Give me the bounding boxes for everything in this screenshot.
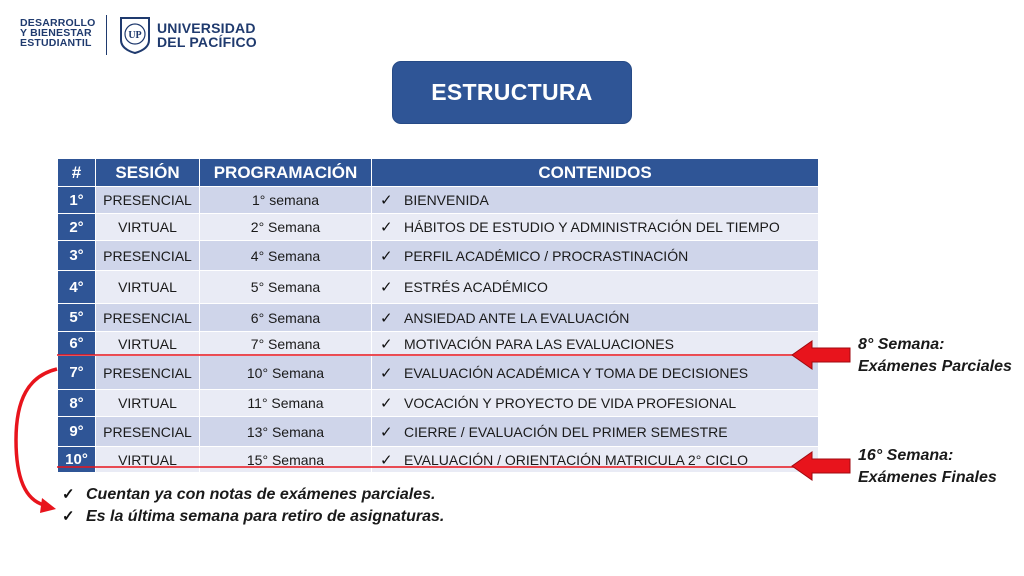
column-header-number: # xyxy=(58,159,96,187)
row-schedule: 11° Semana xyxy=(200,390,372,417)
university-seal-icon xyxy=(119,16,151,54)
checkmark-icon: ✓ xyxy=(380,309,393,327)
checkmark-icon: ✓ xyxy=(380,247,393,265)
row-content xyxy=(372,332,819,356)
row-session: VIRTUAL xyxy=(96,447,200,473)
row-schedule: 7° Semana xyxy=(200,332,372,356)
midterm-note-line1: 8° Semana: xyxy=(858,336,945,353)
row-session: PRESENCIAL xyxy=(96,356,200,390)
checkmark-icon: ✓ xyxy=(380,279,393,296)
bullet-list xyxy=(62,484,444,528)
row-schedule: 1° semana xyxy=(200,187,372,214)
row-number: 2° xyxy=(58,214,96,241)
logo-line: Y BIENESTAR xyxy=(20,27,92,39)
midterm-note-line2: Exámenes Parciales xyxy=(858,358,1012,375)
bullet-text: Es la última semana para retiro de asignaturas. xyxy=(86,508,445,525)
row-number: 10° xyxy=(58,447,96,473)
final-note-line1: 16° Semana: xyxy=(858,447,954,464)
table-row xyxy=(58,271,819,304)
table-header-row xyxy=(58,159,819,187)
row-content xyxy=(372,417,819,447)
universidad-logo xyxy=(157,21,257,49)
row-session: VIRTUAL xyxy=(96,332,200,356)
row-number: 3° xyxy=(58,241,96,271)
row-content-text: EVALUACIÓN / ORIENTACIÓN MATRICULA 2° CICLO xyxy=(404,451,748,468)
row-content xyxy=(372,304,819,332)
logo-line: UNIVERSIDAD xyxy=(157,20,256,36)
row-number: 1° xyxy=(58,187,96,214)
row-content-text: ANSIEDAD ANTE LA EVALUACIÓN xyxy=(404,309,630,326)
row-content-text: VOCACIÓN Y PROYECTO DE VIDA PROFESIONAL xyxy=(404,395,737,411)
row-content xyxy=(372,271,819,304)
row-session: VIRTUAL xyxy=(96,390,200,417)
checkmark-icon: ✓ xyxy=(62,508,75,525)
checkmark-icon: ✓ xyxy=(380,395,393,412)
row-number: 9° xyxy=(58,417,96,447)
checkmark-icon: ✓ xyxy=(380,335,393,353)
bullet-item xyxy=(62,484,444,506)
row-session: VIRTUAL xyxy=(96,271,200,304)
page-title: ESTRUCTURA xyxy=(392,61,632,124)
logo-line: ESTUDIANTIL xyxy=(20,37,92,49)
table-row xyxy=(58,356,819,390)
table-row xyxy=(58,332,819,356)
row-number: 7° xyxy=(58,356,96,390)
schedule-table xyxy=(57,158,819,473)
row-number: 4° xyxy=(58,271,96,304)
column-header-contents: CONTENIDOS xyxy=(372,159,819,187)
checkmark-icon: ✓ xyxy=(380,192,393,209)
row-schedule: 5° Semana xyxy=(200,271,372,304)
row-number: 6° xyxy=(58,332,96,356)
row-session: PRESENCIAL xyxy=(96,304,200,332)
row-schedule: 10° Semana xyxy=(200,356,372,390)
bullet-text: Cuentan ya con notas de exámenes parciales. xyxy=(86,486,436,503)
checkmark-icon: ✓ xyxy=(380,451,393,469)
row-content xyxy=(372,187,819,214)
checkmark-icon: ✓ xyxy=(380,364,393,382)
row-content-text: ESTRÉS ACADÉMICO xyxy=(404,279,548,295)
table-row xyxy=(58,187,819,214)
logo-line: DESARROLLO xyxy=(20,17,96,29)
checkmark-icon: ✓ xyxy=(380,219,393,236)
table-row xyxy=(58,390,819,417)
logo-divider xyxy=(106,15,107,55)
row-schedule: 4° Semana xyxy=(200,241,372,271)
row-session: PRESENCIAL xyxy=(96,241,200,271)
row-content xyxy=(372,356,819,390)
table-row xyxy=(58,214,819,241)
checkmark-icon: ✓ xyxy=(380,423,393,441)
row-content xyxy=(372,241,819,271)
row-schedule: 6° Semana xyxy=(200,304,372,332)
midterm-note xyxy=(858,334,1012,378)
row-number: 8° xyxy=(58,390,96,417)
row-session: PRESENCIAL xyxy=(96,187,200,214)
final-note xyxy=(858,445,997,489)
column-header-session: SESIÓN xyxy=(96,159,200,187)
row-session: VIRTUAL xyxy=(96,214,200,241)
row-content-text: HÁBITOS DE ESTUDIO Y ADMINISTRACIÓN DEL TIEMPO xyxy=(404,219,780,235)
curved-arrow-icon xyxy=(16,369,57,505)
bullet-item xyxy=(62,506,444,528)
row-content-text: CIERRE / EVALUACIÓN DEL PRIMER SEMESTRE xyxy=(404,423,728,440)
row-schedule: 2° Semana xyxy=(200,214,372,241)
table-row xyxy=(58,241,819,271)
row-number: 5° xyxy=(58,304,96,332)
final-note-line2: Exámenes Finales xyxy=(858,469,997,486)
table-row xyxy=(58,304,819,332)
checkmark-icon: ✓ xyxy=(62,486,75,503)
table-row xyxy=(58,447,819,473)
column-header-schedule: PROGRAMACIÓN xyxy=(200,159,372,187)
row-schedule: 13° Semana xyxy=(200,417,372,447)
logo-line: DEL PACÍFICO xyxy=(157,34,257,50)
row-session: PRESENCIAL xyxy=(96,417,200,447)
bienestar-logo xyxy=(20,18,100,48)
row-content-text: MOTIVACIÓN PARA LAS EVALUACIONES xyxy=(404,335,674,352)
row-content-text: PERFIL ACADÉMICO / PROCRASTINACIÓN xyxy=(404,247,689,264)
row-content xyxy=(372,214,819,241)
seal-letters: UP xyxy=(128,30,142,41)
row-schedule: 15° Semana xyxy=(200,447,372,473)
table-row xyxy=(58,417,819,447)
row-content-text: EVALUACIÓN ACADÉMICA Y TOMA DE DECISIONES xyxy=(404,364,749,381)
curved-arrowhead-icon xyxy=(40,498,56,513)
row-content xyxy=(372,447,819,473)
row-content xyxy=(372,390,819,417)
row-content-text: BIENVENIDA xyxy=(404,192,489,208)
